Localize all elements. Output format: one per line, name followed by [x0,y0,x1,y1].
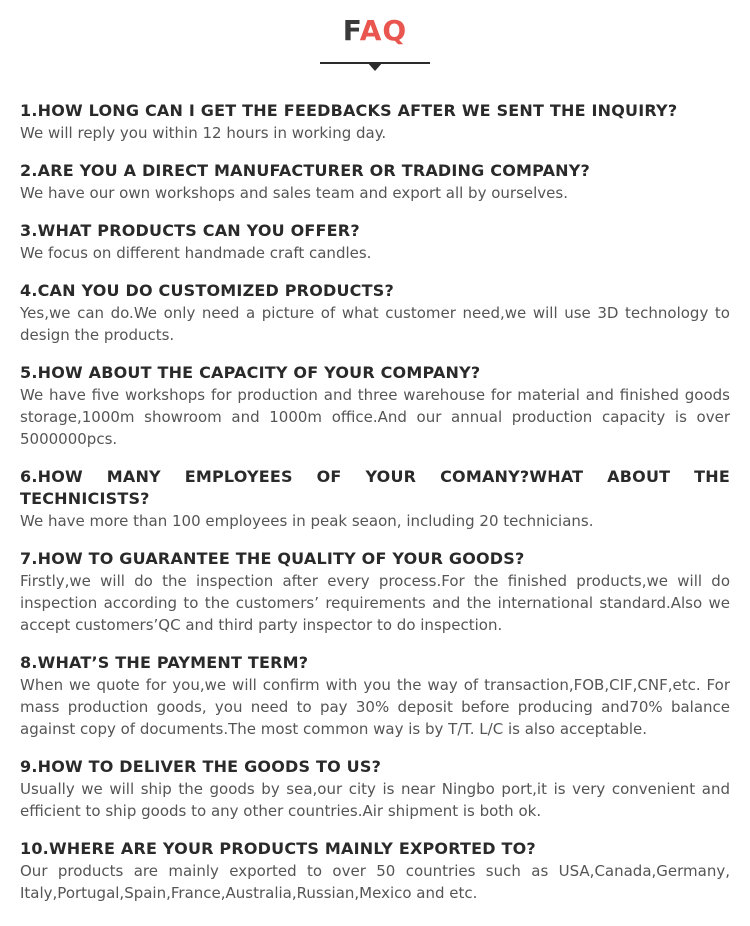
title-rest-letters: AQ [359,14,408,47]
faq-item-8 [20,652,730,740]
faq-question: 3.WHAT PRODUCTS CAN YOU OFFER? [20,221,360,240]
faq-question: 5.HOW ABOUT THE CAPACITY OF YOUR COMPANY? [20,363,481,382]
faq-answer: We have more than 100 employees in peak seaon, including 20 technicians. [20,512,594,530]
faq-answer: Our products are mainly exported to over 50 countries such as USA,Canada,Germany, Italy,Portugal,Spain,France,Australia,Russian,Mexico and etc. [20,862,730,902]
faq-item-1 [20,100,730,144]
faq-item-9 [20,756,730,822]
faq-question: 7.HOW TO GUARANTEE THE QUALITY OF YOUR GOODS? [20,549,525,568]
faq-answer: We focus on different handmade craft candles. [20,244,372,262]
faq-list [20,100,730,920]
faq-answer: Firstly,we will do the inspection after every process.For the finished products,we will do inspection according to the customers’ requirements and the international standard.Also we accept customers’QC and third party inspector to do inspection. [20,572,730,634]
faq-answer: We have our own workshops and sales team and export all by ourselves. [20,184,568,202]
faq-item-2 [20,160,730,204]
faq-item-6 [20,466,730,532]
faq-answer: We have five workshops for production and three warehouse for material and finished goods storage,1000m showroom and 1000m office.And our annual production capacity is over 5000000pcs. [20,386,730,448]
faq-item-7 [20,548,730,636]
faq-item-10 [20,838,730,904]
faq-answer: We will reply you within 12 hours in working day. [20,124,387,142]
faq-question: 8.WHAT’S THE PAYMENT TERM? [20,653,309,672]
faq-header [0,14,750,68]
faq-answer: Yes,we can do.We only need a picture of what customer need,we will use 3D technology to design the products. [20,304,730,344]
faq-item-4 [20,280,730,346]
faq-question: 4.CAN YOU DO CUSTOMIZED PRODUCTS? [20,281,394,300]
triangle-down-icon [367,62,383,71]
faq-question: 6.HOW MANY EMPLOYEES OF YOUR COMANY?WHAT ABOUT THE TECHNICISTS? [20,467,730,508]
faq-question: 10.WHERE ARE YOUR PRODUCTS MAINLY EXPORTED TO? [20,839,536,858]
faq-answer: Usually we will ship the goods by sea,our city is near Ningbo port,it is very convenient and efficient to ship goods to any other countries.Air shipment is both ok. [20,780,730,820]
faq-question: 9.HOW TO DELIVER THE GOODS TO US? [20,757,382,776]
faq-item-3 [20,220,730,264]
faq-item-5 [20,362,730,450]
page-title [0,14,750,48]
faq-question: 2.ARE YOU A DIRECT MANUFACTURER OR TRADING COMPANY? [20,161,591,180]
faq-answer: When we quote for you,we will confirm with you the way of transaction,FOB,CIF,CNF,etc. For mass production goods, you need to pay 30% deposit before producing and70% balance against copy of documents.The most common way is by T/T. L/C is also acceptable. [20,676,730,738]
faq-question: 1.HOW LONG CAN I GET THE FEEDBACKS AFTER WE SENT THE INQUIRY? [20,101,678,120]
title-first-letter: F [342,14,360,47]
title-divider [320,56,430,68]
